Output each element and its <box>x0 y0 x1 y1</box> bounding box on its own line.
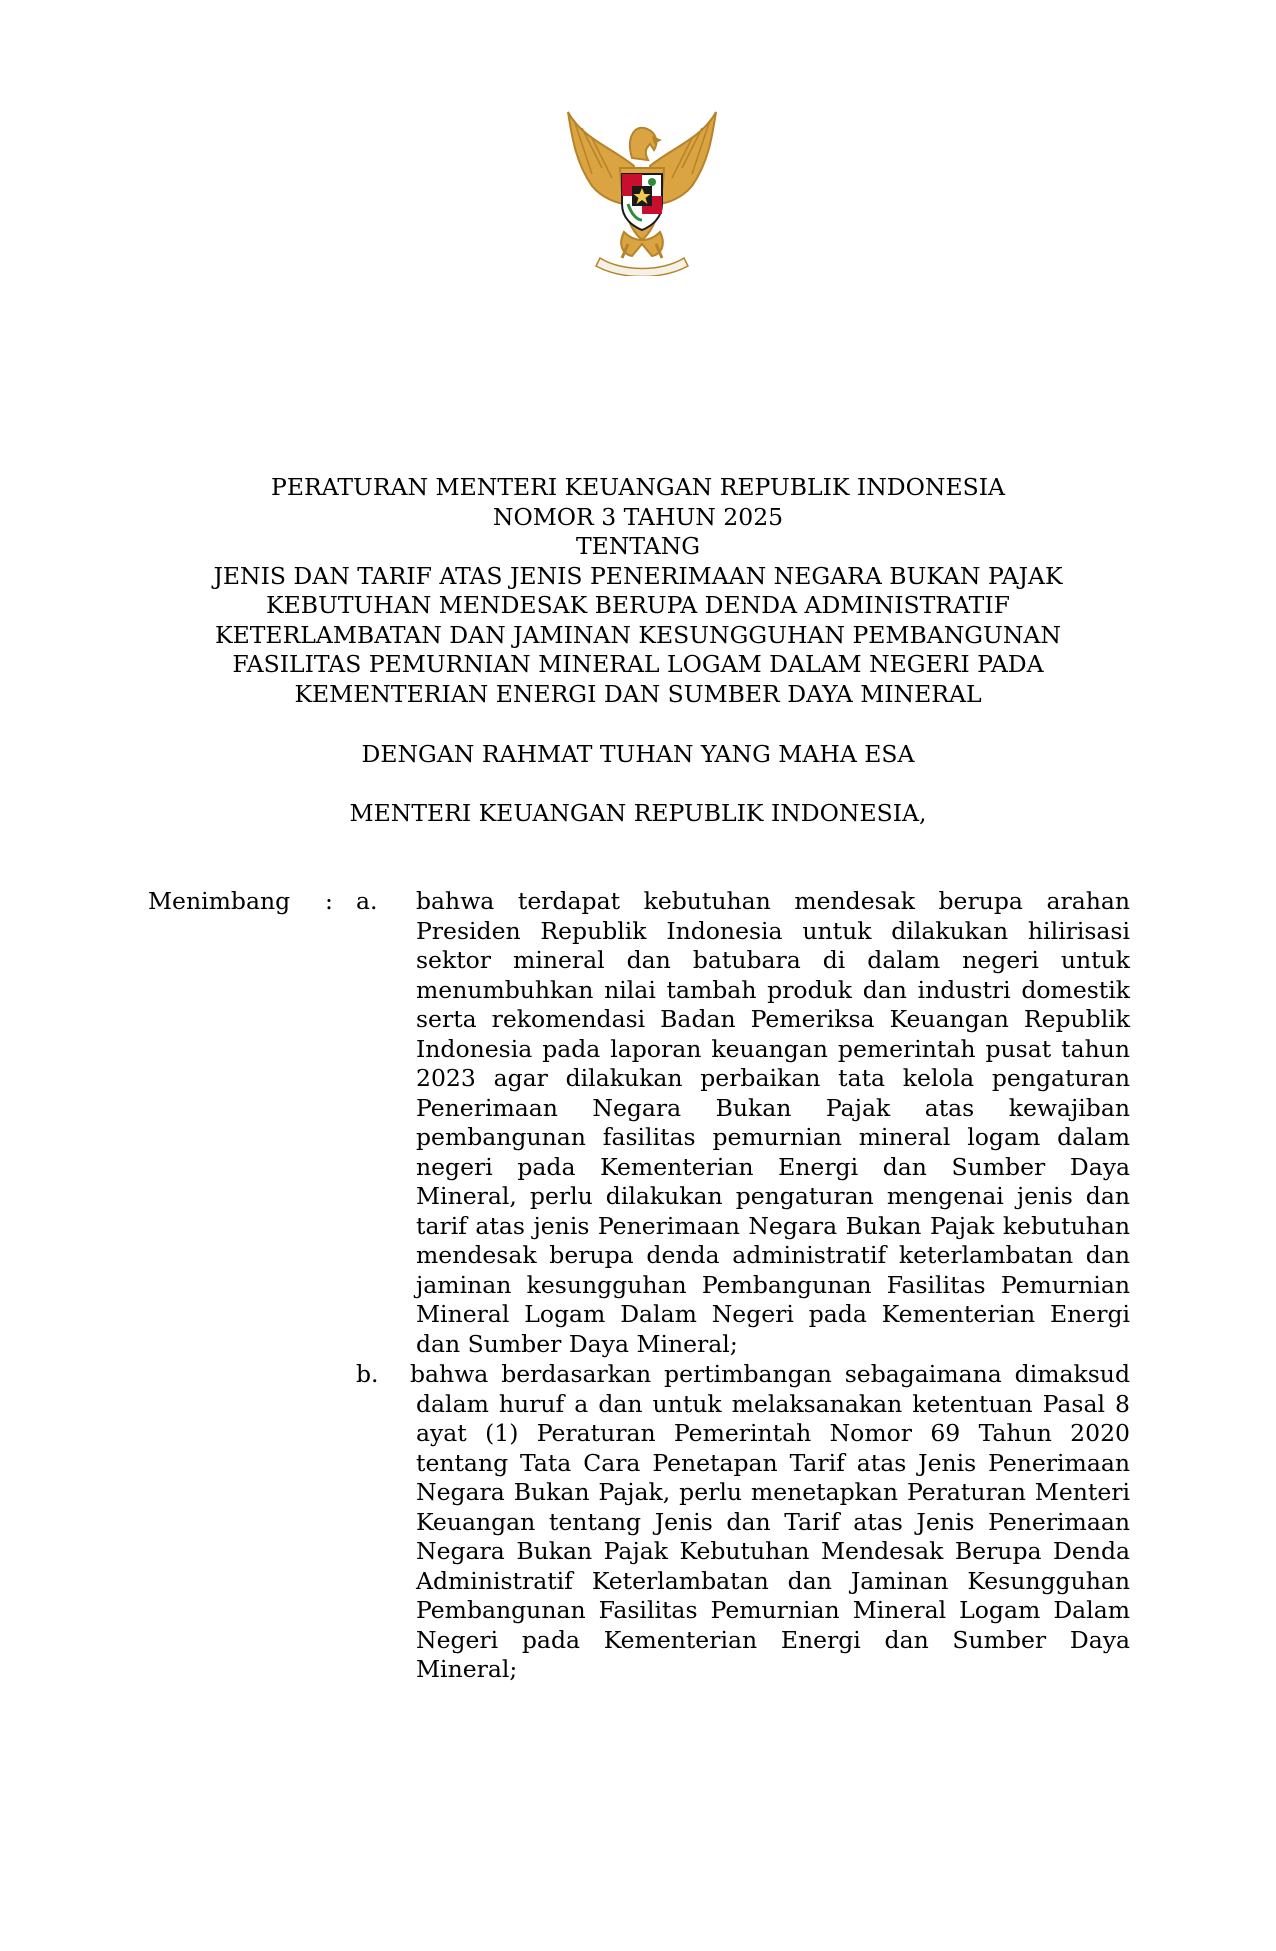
garuda-emblem-icon <box>562 108 722 276</box>
regulation-subject-line: JENIS DAN TARIF ATAS JENIS PENERIMAAN NEGARA BUKAN PAJAK <box>213 561 1063 590</box>
regulation-about: TENTANG <box>575 532 701 560</box>
regulation-heading <box>0 473 1276 709</box>
regulation-subject-line: KEMENTERIAN ENERGI DAN SUMBER DAYA MINERAL <box>294 679 982 708</box>
regulation-subject-line: KEBUTUHAN MENDESAK BERUPA DENDA ADMINISTRATIF <box>266 591 1010 619</box>
considering-item-text: bahwa terdapat kebutuhan mendesak berupa arahan Presiden Republik Indonesia untuk dilakukan hilirisasi sektor mineral dan batubara di dalam negeri untuk menumbuhkan nilai tambah produk dan industri domestik serta rekomendasi Badan Pemeriksa Keuangan Republik Indonesia pada laporan keuangan pemerintah pusat tahun 2023 agar dilakukan perbaikan tata kelola pengaturan Penerimaan Negara Bukan Pajak atas kewajiban pembangunan fasilitas pemurnian mineral logam dalam negeri pada Kementerian Energi dan Sumber Daya Mineral, perlu dilakukan pengaturan mengenai jenis dan tarif atas jenis Penerimaan Negara Bukan Pajak kebutuhan mendesak berupa denda administratif keterlambatan dan jaminan kesungguhan Pembangunan Fasilitas Pemurnian Mineral Logam Dalam Negeri pada Kementerian Energi dan Sumber Daya Mineral; <box>416 887 1130 1358</box>
regulation-subject-line: KETERLAMBATAN DAN JAMINAN KESUNGGUHAN PEMBANGUNAN <box>215 620 1061 649</box>
considering-item-text: bahwa berdasarkan pertimbangan sebagaimana dimaksud dalam huruf a dan untuk melaksanakan ketentuan Pasal 8 ayat (1) Peraturan Pemerintah Nomor 69 Tahun 2020 tentang Tata Cara Penetapan Tarif atas Jenis Penerimaan Negara Bukan Pajak, perlu menetapkan Peraturan Menteri Keuangan tentang Jenis dan Tarif atas Jenis Penerimaan Negara Bukan Pajak Kebutuhan Mendesak Berupa Denda Administratif Keterlambatan dan Jaminan Kesungguhan Pembangunan Fasilitas Pemurnian Mineral Logam Dalam Negeri pada Kementerian Energi dan Sumber Daya Mineral; <box>410 1360 1130 1683</box>
considering-item-letter: a. <box>356 887 378 915</box>
considering-colon: : <box>325 887 333 915</box>
regulation-subject-line: FASILITAS PEMURNIAN MINERAL LOGAM DALAM NEGERI PADA <box>232 650 1044 678</box>
regulation-title: PERATURAN MENTERI KEUANGAN REPUBLIK INDONESIA <box>271 473 1005 501</box>
preamble-god: DENGAN RAHMAT TUHAN YANG MAHA ESA <box>361 740 915 768</box>
regulation-number: NOMOR 3 TAHUN 2025 <box>492 502 784 531</box>
preamble-minister: MENTERI KEUANGAN REPUBLIK INDONESIA, <box>349 799 927 827</box>
considering-item-letter: b. <box>356 1360 379 1388</box>
considering-label: Menimbang <box>148 887 291 915</box>
